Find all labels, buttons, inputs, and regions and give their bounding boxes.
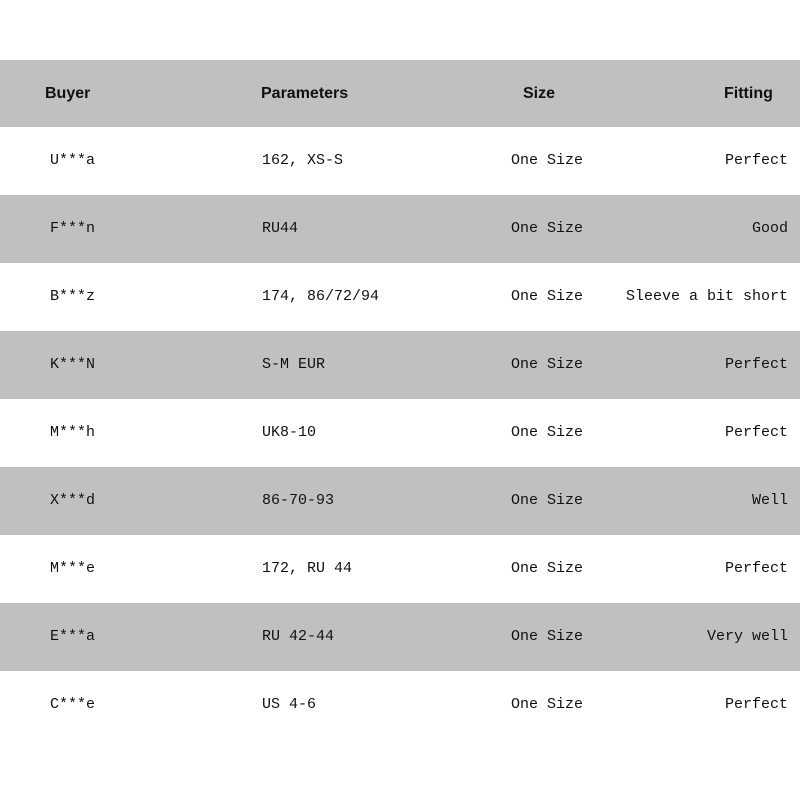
buyer-cell: X***d — [50, 492, 96, 509]
buyer-cell: B***z — [50, 288, 96, 305]
parameters-cell: RU 42-44 — [262, 628, 335, 645]
table-row — [0, 127, 800, 195]
table-row — [0, 195, 800, 263]
fitting-cell: Perfect — [724, 560, 788, 577]
table-row — [0, 467, 800, 535]
buyer-cell: M***h — [50, 424, 96, 441]
fitting-cell: Perfect — [724, 152, 788, 169]
parameters-cell: 172, RU 44 — [262, 560, 353, 577]
review-table — [0, 60, 800, 739]
parameters-cell: S-M EUR — [262, 356, 326, 373]
size-cell: One Size — [511, 628, 584, 645]
parameters-cell: US 4-6 — [262, 696, 317, 713]
table-row — [0, 399, 800, 467]
size-cell: One Size — [511, 560, 584, 577]
table-body — [0, 127, 800, 739]
size-cell: One Size — [511, 424, 584, 441]
fitting-cell: Well — [751, 492, 788, 509]
buyer-cell: U***a — [50, 152, 96, 169]
table-row — [0, 671, 800, 739]
size-cell: One Size — [511, 696, 584, 713]
parameters-cell: 174, 86/72/94 — [262, 288, 380, 305]
header-fitting: Fitting — [724, 85, 773, 102]
buyer-cell: E***a — [50, 628, 96, 645]
header-parameters: Parameters — [261, 85, 349, 102]
size-cell: One Size — [511, 220, 584, 237]
parameters-cell: 86-70-93 — [262, 492, 335, 509]
fitting-cell: Perfect — [724, 696, 788, 713]
buyer-cell: M***e — [50, 560, 96, 577]
header-buyer: Buyer — [45, 85, 91, 102]
table-row — [0, 263, 800, 331]
header-size: Size — [523, 85, 556, 102]
parameters-cell: UK8-10 — [262, 424, 317, 441]
fitting-cell: Very well — [706, 628, 788, 645]
parameters-cell: RU44 — [262, 220, 299, 237]
fitting-cell: Perfect — [724, 356, 788, 373]
size-cell: One Size — [511, 288, 584, 305]
fitting-cell: Good — [751, 220, 788, 237]
size-cell: One Size — [511, 356, 584, 373]
fitting-cell: Sleeve a bit short — [625, 288, 788, 305]
fitting-cell: Perfect — [724, 424, 788, 441]
buyer-cell: C***e — [50, 696, 96, 713]
table-row — [0, 603, 800, 671]
table-row — [0, 331, 800, 399]
size-cell: One Size — [511, 152, 584, 169]
table-header — [0, 60, 800, 127]
size-cell: One Size — [511, 492, 584, 509]
table-row — [0, 535, 800, 603]
buyer-cell: F***n — [50, 220, 96, 237]
buyer-cell: K***N — [50, 356, 96, 373]
parameters-cell: 162, XS-S — [262, 152, 344, 169]
